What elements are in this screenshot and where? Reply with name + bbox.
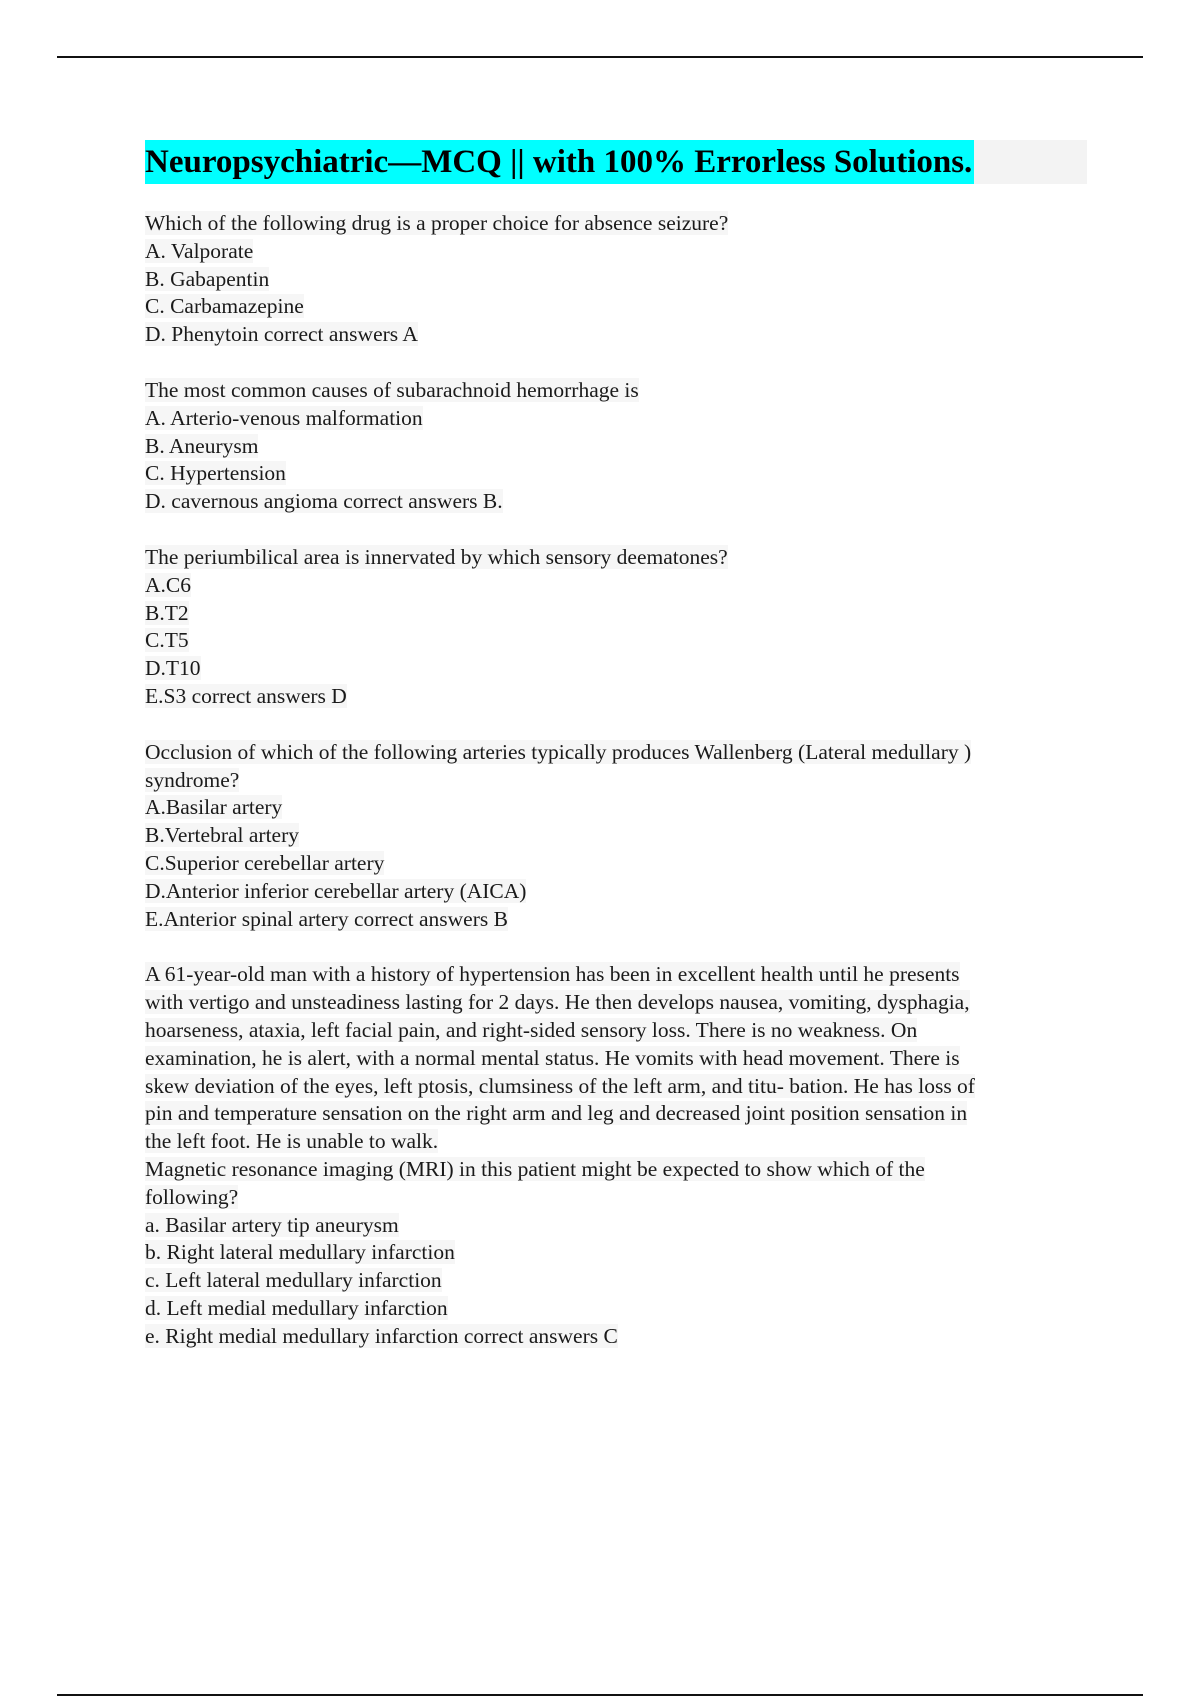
- question-stem-line: [145, 1128, 1085, 1156]
- answer-option-text: D. cavernous angioma correct answers B.: [145, 489, 503, 514]
- answer-option-text: B. Gabapentin: [145, 266, 270, 291]
- question-stem-line: [145, 210, 1085, 238]
- answer-option-text: C. Hypertension: [145, 461, 286, 486]
- answer-option: [145, 600, 1085, 628]
- question-stem-line: [145, 989, 1085, 1017]
- answer-option: [145, 293, 1085, 321]
- question-stem-text: Occlusion of which of the following arteries typically produces Wallenberg (Lateral medullary ): [145, 739, 972, 764]
- question-block: [145, 210, 1085, 349]
- question-block: [145, 377, 1085, 516]
- question-block: [145, 961, 1085, 1350]
- question-list: [145, 210, 1085, 1350]
- answer-option-text: B. Aneurysm: [145, 433, 259, 458]
- answer-option-text: d. Left medial medullary infarction: [145, 1295, 448, 1320]
- answer-option-text: C.T5: [145, 628, 189, 653]
- question-stem-text: hoarseness, ataxia, left facial pain, and right-sided sensory loss. There is no weakness. On: [145, 1017, 918, 1042]
- answer-option-text: A. Valporate: [145, 238, 254, 263]
- question-stem-line: [145, 377, 1085, 405]
- answer-option-text: E.Anterior spinal artery correct answers B: [145, 906, 508, 931]
- page-title: Neuropsychiatric—MCQ || with 100% Errorless Solutions.: [145, 140, 974, 184]
- answer-option-text: C. Carbamazepine: [145, 294, 304, 319]
- question-stem-line: [145, 1184, 1085, 1212]
- question-stem-text: skew deviation of the eyes, left ptosis, clumsiness of the left arm, and titu- bation. He has loss of: [145, 1073, 975, 1098]
- answer-option-text: a. Basilar artery tip aneurysm: [145, 1212, 399, 1237]
- question-stem-text: Which of the following drug is a proper choice for absence seizure?: [145, 211, 729, 235]
- answer-option: [145, 1239, 1085, 1267]
- answer-option-text: E.S3 correct answers D: [145, 683, 347, 708]
- answer-option: [145, 850, 1085, 878]
- top-rule: [57, 56, 1143, 58]
- question-stem-text: syndrome?: [145, 767, 240, 792]
- answer-option: [145, 1323, 1085, 1351]
- answer-option-text: B.T2: [145, 600, 189, 625]
- answer-option-text: c. Left lateral medullary infarction: [145, 1268, 442, 1293]
- answer-option: [145, 655, 1085, 683]
- title-bar: [145, 140, 1087, 184]
- question-stem-text: pin and temperature sensation on the right arm and leg and decreased joint position sensation in: [145, 1101, 968, 1126]
- question-stem-line: [145, 1156, 1085, 1184]
- answer-option: [145, 683, 1085, 711]
- question-block: [145, 739, 1085, 934]
- answer-option-text: C.Superior cerebellar artery: [145, 850, 385, 875]
- answer-option: [145, 878, 1085, 906]
- bottom-rule: [57, 1694, 1143, 1696]
- question-stem-text: The most common causes of subarachnoid hemorrhage is: [145, 377, 639, 402]
- answer-option-text: A.C6: [145, 572, 191, 597]
- answer-option: [145, 488, 1085, 516]
- answer-option-text: b. Right lateral medullary infarction: [145, 1240, 455, 1265]
- answer-option-text: D.Anterior inferior cerebellar artery (AICA): [145, 878, 527, 903]
- question-stem-text: the left foot. He is unable to walk.: [145, 1129, 439, 1154]
- question-stem-text: A 61-year-old man with a history of hypertension has been in excellent health until he presents: [145, 962, 960, 987]
- answer-option: [145, 822, 1085, 850]
- answer-option: [145, 266, 1085, 294]
- question-stem-text: The periumbilical area is innervated by which sensory deematones?: [145, 544, 728, 569]
- answer-option-text: A. Arterio-venous malformation: [145, 405, 423, 430]
- answer-option-text: D.T10: [145, 656, 201, 681]
- question-stem-text: with vertigo and unsteadiness lasting for 2 days. He then develops nausea, vomiting, dysphagia,: [145, 990, 970, 1015]
- answer-option: [145, 627, 1085, 655]
- answer-option: [145, 794, 1085, 822]
- answer-option: [145, 321, 1085, 349]
- answer-option: [145, 1295, 1085, 1323]
- question-stem-line: [145, 1045, 1085, 1073]
- question-stem-line: [145, 544, 1085, 572]
- question-stem-line: [145, 1100, 1085, 1128]
- answer-option: [145, 572, 1085, 600]
- answer-option: [145, 405, 1085, 433]
- answer-option-text: D. Phenytoin correct answers A: [145, 322, 418, 347]
- question-stem-text: following?: [145, 1184, 239, 1209]
- document-body: [145, 140, 1085, 1378]
- question-block: [145, 544, 1085, 711]
- question-stem-line: [145, 1017, 1085, 1045]
- answer-option: [145, 238, 1085, 266]
- answer-option-text: A.Basilar artery: [145, 795, 283, 820]
- question-stem-text: Magnetic resonance imaging (MRI) in this patient might be expected to show which of the: [145, 1156, 925, 1181]
- question-stem-line: [145, 739, 1085, 767]
- answer-option: [145, 1212, 1085, 1240]
- question-stem-text: examination, he is alert, with a normal mental status. He vomits with head movement. There is: [145, 1045, 960, 1070]
- question-stem-line: [145, 961, 1085, 989]
- answer-option-text: B.Vertebral artery: [145, 823, 300, 848]
- question-stem-line: [145, 1073, 1085, 1101]
- answer-option: [145, 433, 1085, 461]
- answer-option: [145, 906, 1085, 934]
- answer-option: [145, 1267, 1085, 1295]
- answer-option-text: e. Right medial medullary infarction correct answers C: [145, 1323, 618, 1348]
- answer-option: [145, 460, 1085, 488]
- question-stem-line: [145, 767, 1085, 795]
